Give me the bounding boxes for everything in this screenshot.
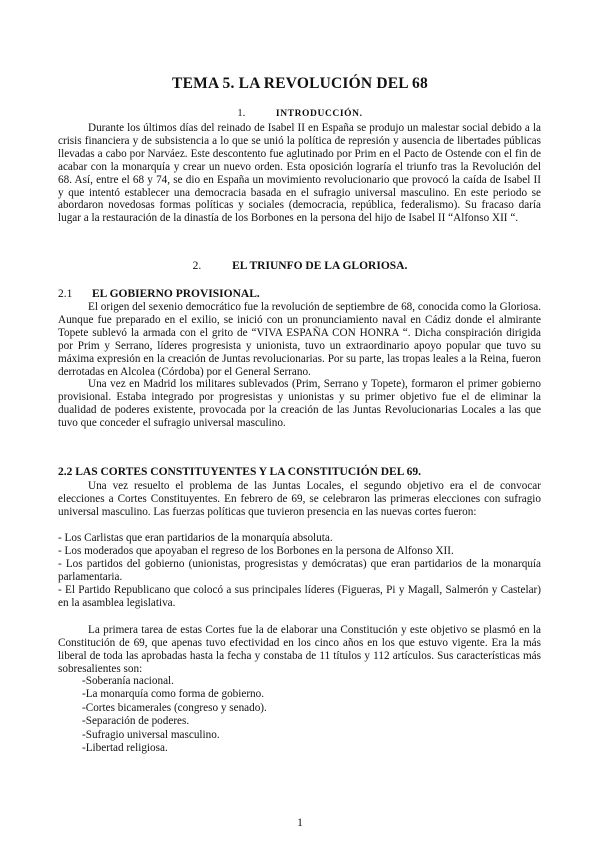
list-item: -La monarquía como forma de gobierno. [82,688,265,701]
list-item: -Cortes bicamerales (congreso y senado). [82,701,267,714]
section-1-heading [0,108,600,119]
page-number: 1 [297,817,303,829]
section-2-number: 2. [192,260,202,272]
section-2-1-heading [58,288,260,300]
intro-paragraph: Durante los últimos días del reinado de Isabel II en España se produjo un malestar social debido a la crisis financiera y de subsistencia a lo que se unió la política de represión y ausencia de libertades públicas llevadas a cabo por Narváez. Este descontento fue aglutinado por Prim en el Pacto de Ostende con el fin de acabar con la monarquía y crear un nuevo orden. Esta oposición lograría el triunfo tras la Revolución del 68. Así, entre el 68 y 74, se dio en España un movimiento revolucionario que provocó la caída de Isabel II y que intentó establecer una democracia basada en el sufragio universal masculino. En este periodo se abordaron novedosas formas políticas y sociales (democracia, república, federalismo). Su fracaso daría lugar a la restauración de la dinastía de los Borbones en la persona del hijo de Isabel II “Alfonso XII “. [58,122,541,225]
section-2-2-heading: 2.2 LAS CORTES CONSTITUYENTES Y LA CONSTITUCIÓN DEL 69. [58,466,422,478]
section-1-number: 1. [237,108,246,119]
constitution-features-list [82,675,267,755]
gloriosa-paragraph: El origen del sexenio democrático fue la revolución de septiembre de 68, conocida como la Gloriosa. Aunque fue preparado en el exilio, se inició con un pronunciamiento naval en Cádiz donde el almirante Topete sublevó la armada con el grito de “VIVA ESPAÑA CON HONRA “. Dicha conspiración dirigida por Prim y Serrano, líderes progresista y unionista, tuvo un extraordinario apoyo popular que tuvo su máxima expresión en la creación de Juntas revolucionarias. Por su parte, las tropas leales a la Reina, fueron derrotadas en Alcolea (Córdoba) por el General Serrano. [58,301,541,378]
list-item: - Los partidos del gobierno (unionistas, progresistas y demócratas) que eran partidarios de la monarquía parlamentaria. [58,558,541,584]
list-item: - Los moderados que apoyaban el regreso de los Borbones en la persona de Alfonso XII. [58,545,454,558]
section-2-1-number: 2.1 [58,288,73,300]
section-1-body [58,122,541,225]
list-item: -Soberanía nacional. [82,675,174,687]
constitution-body [58,624,541,676]
section-2-2-intro [58,480,541,519]
list-item: -Separación de poderes. [82,715,190,728]
political-forces-list [58,532,541,611]
page-title: TEMA 5. LA REVOLUCIÓN DEL 68 [172,75,428,92]
section-2-1-label: EL GOBIERNO PROVISIONAL. [92,288,260,300]
section-1-label: INTRODUCCIÓN. [275,109,363,119]
list-item: -Libertad religiosa. [82,742,168,755]
constitution-paragraph: La primera tarea de estas Cortes fue la de elaborar una Constitución y este objetivo se plasmó en la Constitución de 69, que apenas tuvo efectividad en los cinco años en los que estuvo vigente. Era la más liberal de toda las aprobadas hasta la fecha y constaba de 11 títulos y 112 artículos. Sus características más sobresalientes son: [58,624,541,675]
gobierno-paragraph: Una vez en Madrid los militares sublevados (Prim, Serrano y Topete), formaron el primer gobierno provisional. Estaba integrado por progresistas y unionistas y su primer objetivo fue el de eliminar la dualidad de poderes existente, provocada por la creación de las Juntas Revolucionarias Locales a las que tuvo que conceder el sufragio universal masculino. [58,378,541,430]
list-item: -Sufragio universal masculino. [82,728,220,741]
list-item: - El Partido Republicano que colocó a sus principales líderes (Figueras, Pi y Magall, Salmerón y Castelar) en la asamblea legislativa. [58,584,541,610]
section-2-1-body [58,301,541,430]
section-2-heading [0,260,600,272]
cortes-intro-paragraph: Una vez resuelto el problema de las Juntas Locales, el segundo objetivo era el de convocar elecciones a Cortes Constituyentes. En febrero de 69, se celebraron las primeras elecciones con sufragio universal masculino. Las fuerzas políticas que tuvieron presencia en las nuevas cortes fueron: [58,480,541,518]
list-item: - Los Carlistas que eran partidarios de la monarquía absoluta. [58,532,333,544]
section-2-label: EL TRIUNFO DE LA GLORIOSA. [232,260,408,272]
